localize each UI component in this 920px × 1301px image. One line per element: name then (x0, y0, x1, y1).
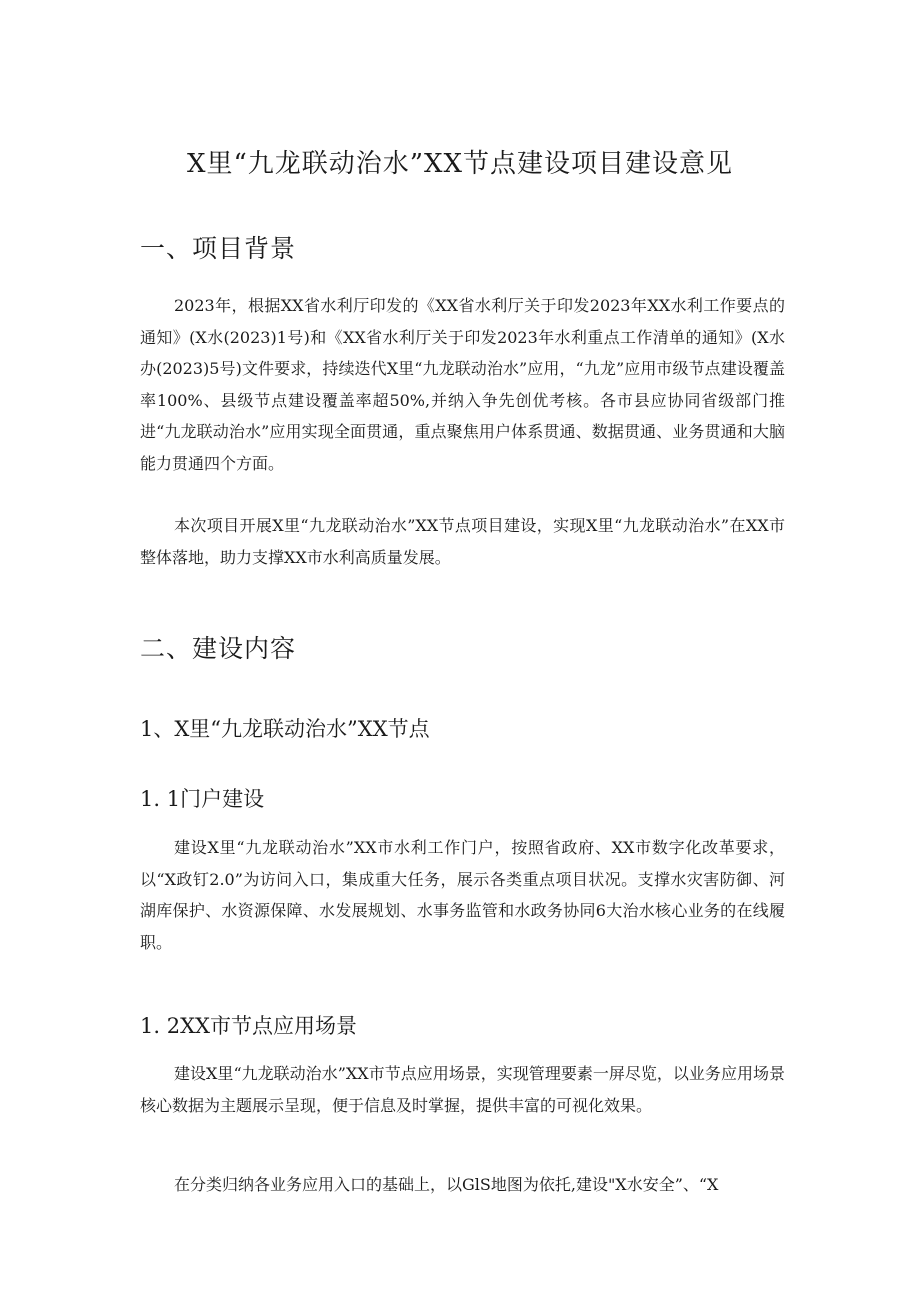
paragraph-background-1: 2023年，根据XX省水利厅印发的《XX省水利厅关于印发2023年XX水利工作要点的通知》(X水(2023)1号)和《XX省水利厅关于印发2023年水利重点工作清单的通知》(X水办(2023)5号)文件要求，持续迭代X里“九龙联动治水”应用，“九龙”应用市级节点建设覆盖率100%、县级节点建设覆盖率超50%,并纳入争先创优考核。各市县应协同省级部门推进“九龙联动治水”应用实现全面贯通，重点聚焦用户体系贯通、数据贯通、业务贯通和大脑能力贯通四个方面。 (140, 296, 785, 473)
section-heading-background: 一、项目背景 (140, 234, 297, 263)
paragraph-background-2: 本次项目开展X里“九龙联动治水”XX节点项目建设，实现X里“九龙联动治水”在XX市整体落地，助力支撑XX市水利高质量发展。 (140, 516, 785, 567)
subsection-heading-scenarios: 1. 2XX市节点应用场景 (140, 1014, 357, 1038)
paragraph-scenarios: 建设X里“九龙联动治水”XX市节点应用场景，实现管理要素一屏尽览，以业务应用场景核心数据为主题展示呈现，便于信息及时掌握，提供丰富的可视化效果。 (140, 1064, 785, 1115)
subsection-heading-node: 1、X里“九龙联动治水”XX节点 (140, 717, 430, 741)
paragraph-portal: 建设X里“九龙联动治水”XX市水利工作门户，按照省政府、XX市数字化改革要求，以“X政钉2.0”为访问入口，集成重大任务，展示各类重点项目状况。支撑水灾害防御、河湖库保护、水资源保障、水发展规划、水事务监管和水政务协同6大治水核心业务的在线履职。 (140, 838, 785, 952)
paragraph-scenarios-2: 在分类归纳各业务应用入口的基础上，以GlS地图为依托,建设"X水安全”、“X (174, 1175, 719, 1194)
section-heading-content: 二、建设内容 (140, 634, 297, 663)
subsection-heading-portal: 1. 1门户建设 (140, 787, 265, 811)
document-title: X里“九龙联动治水”XX节点建设项目建设意见 (186, 149, 734, 179)
